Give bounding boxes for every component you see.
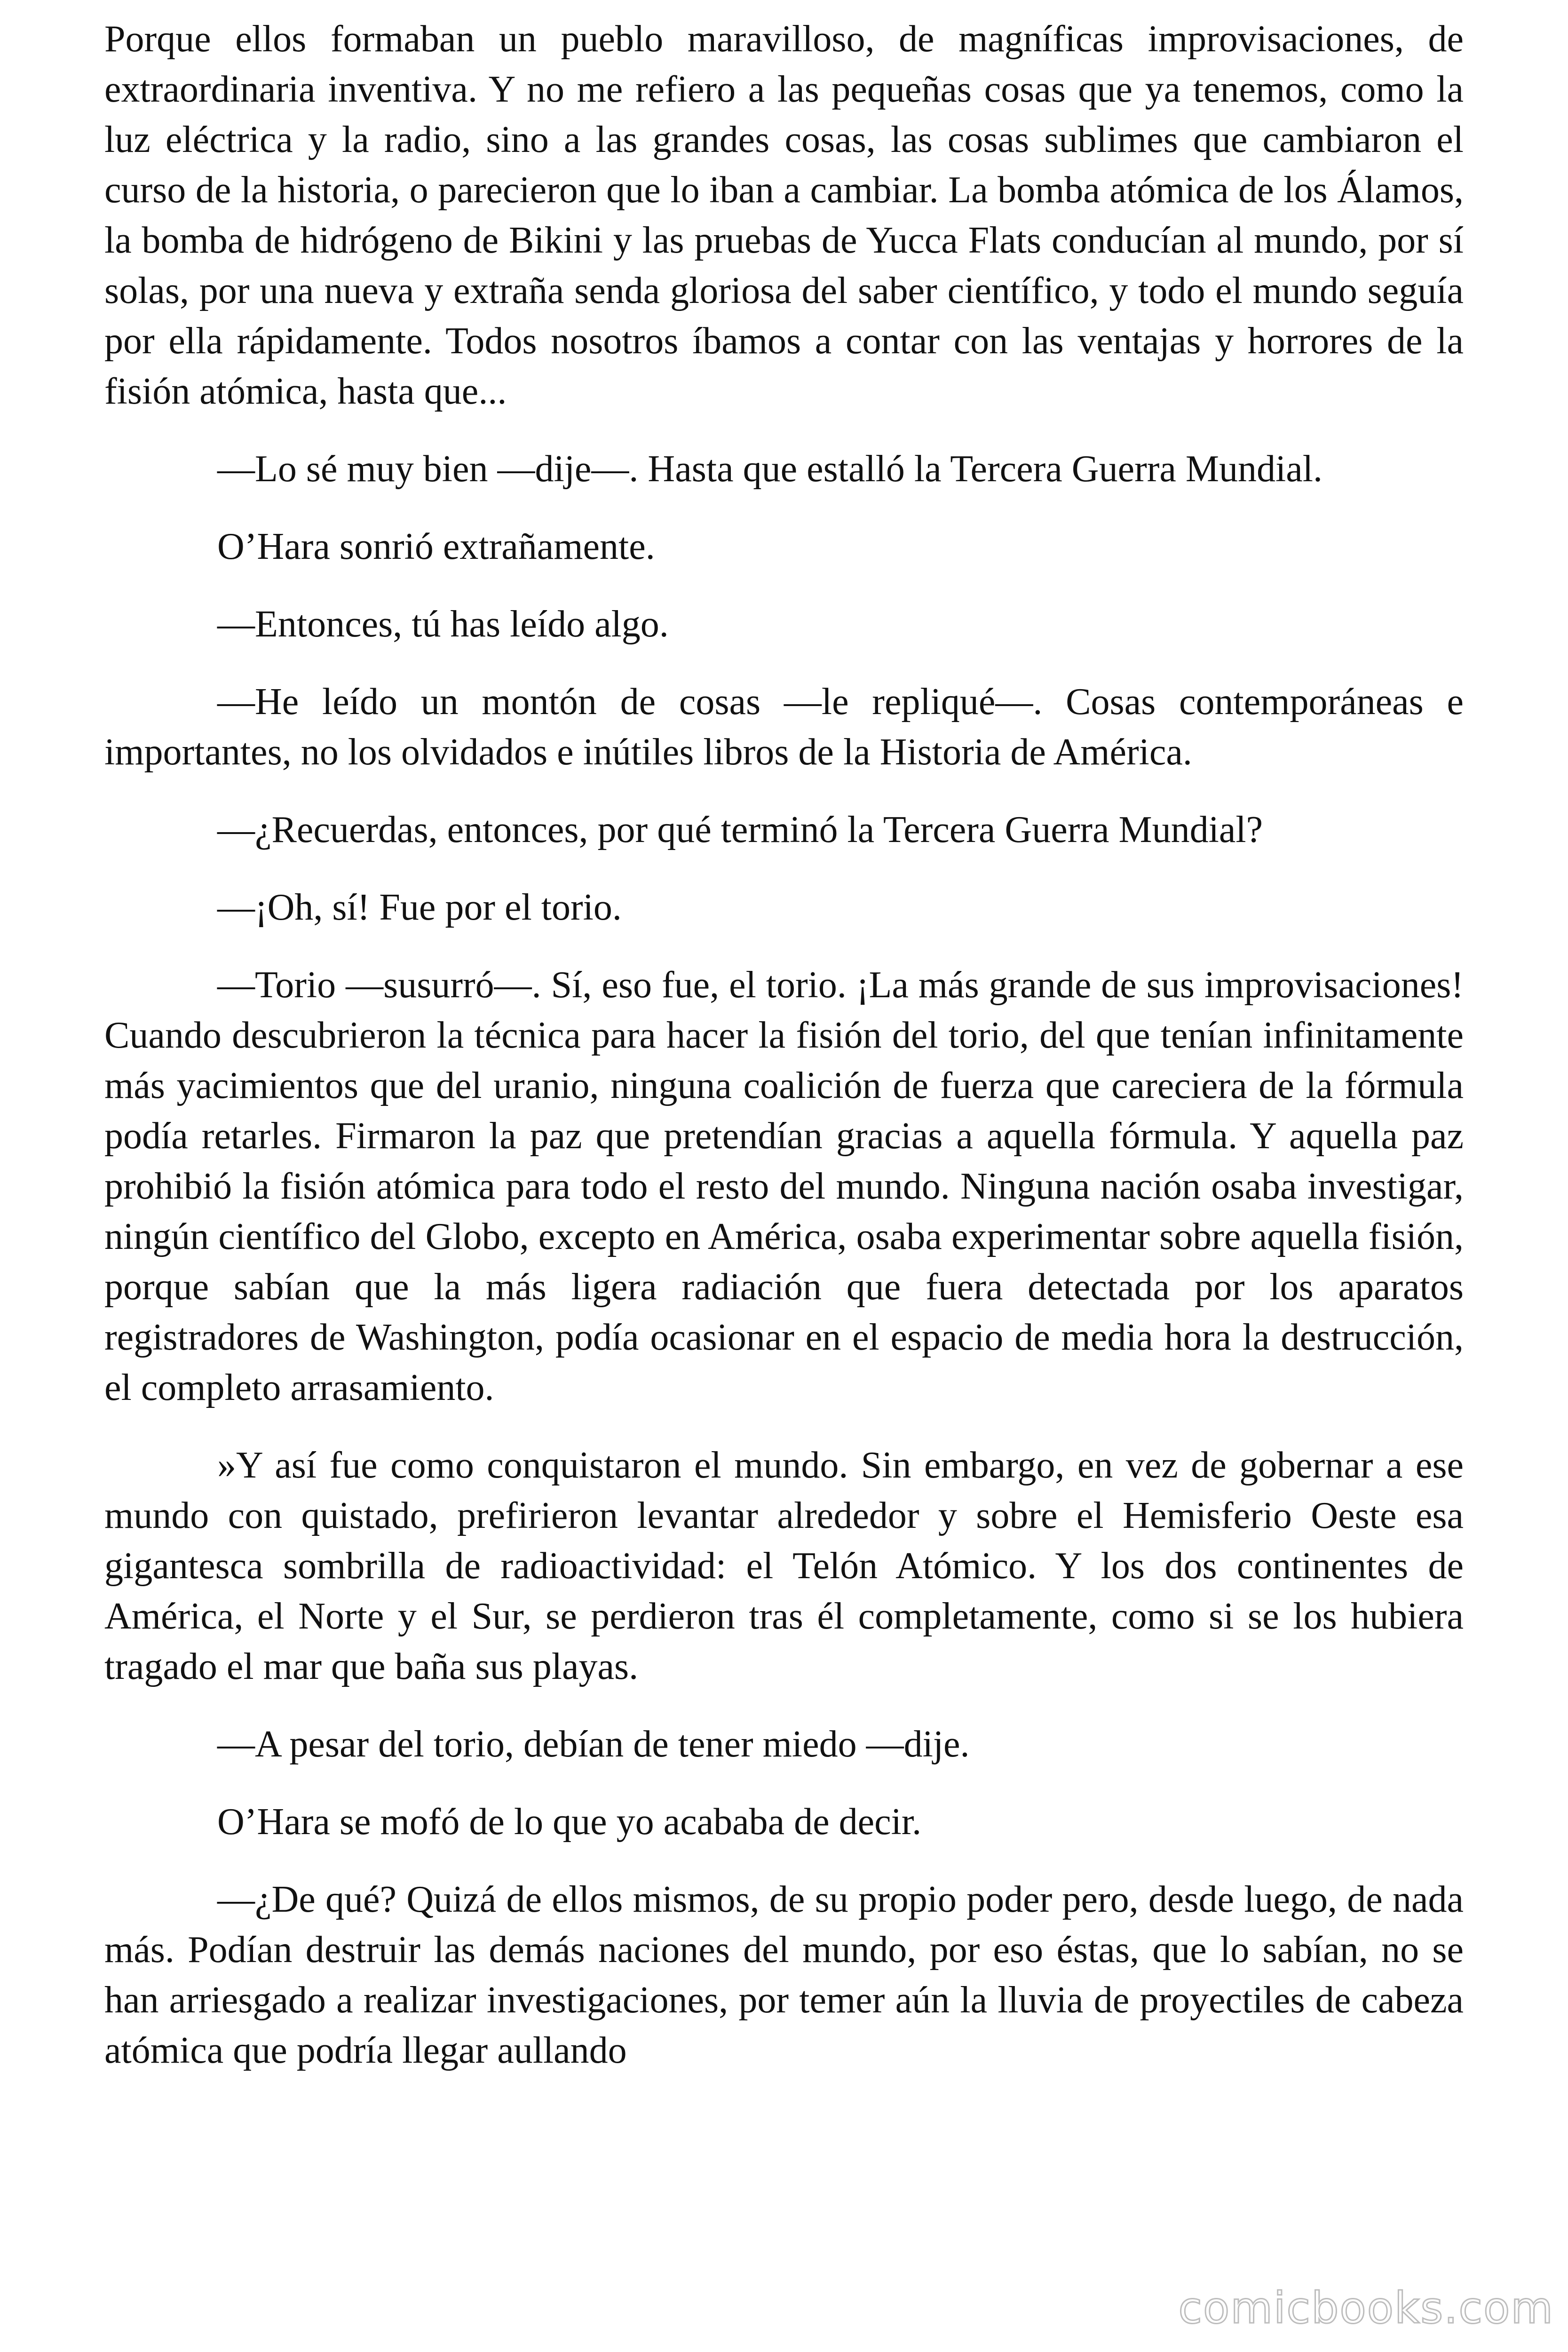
paragraph-12: —¿De qué? Quizá de ellos mismos, de su propio poder pero, desde luego, de nada más. Podían destruir las demás naciones del mundo, por eso éstas, que lo sabían, no se han arriesgado a realizar investigaciones, por temer aún la lluvia de proyectiles de cabeza atómica que podría llegar aullando [104,1879,1464,2071]
paragraph-4: —Entonces, tú has leído algo. [217,604,669,645]
paragraph-5: —He leído un montón de cosas —le repliqué—. Cosas contemporáneas e importantes, no los olvidados e inútiles libros de la Historia de América. [104,681,1464,773]
paragraph-3: O’Hara sonrió extrañamente. [217,526,655,567]
paragraph-11: O’Hara se mofó de lo que yo acababa de decir. [217,1801,922,1843]
paragraph-9: »Y así fue como conquistaron el mundo. Sin embargo, en vez de gobernar a ese mundo con quistado, prefirieron levantar alrededor y sobre el Hemisferio Oeste esa gigantesca sombrilla de radioactividad: el Telón Atómico. Y los dos continentes de América, el Norte y el Sur, se perdieron tras él completamente, como si se los hubiera tragado el mar que baña sus playas. [104,1445,1464,1687]
paragraph-7: —¡Oh, sí! Fue por el torio. [217,887,622,928]
paragraph-8: —Torio —susurró—. Sí, eso fue, el torio. ¡La más grande de sus improvisaciones! Cuando descubrieron la técnica para hacer la fisión del torio, del que tenían infinitamente más yacimientos que del uranio, ninguna coalición de fuerza que careciera de la fórmula podía retarles. Firmaron la paz que pretendían gracias a aquella fórmula. Y aquella paz prohibió la fisión atómica para todo el resto del mundo. Ninguna nación osaba investigar, ningún científico del Globo, excepto en América, osaba experimentar sobre aquella fisión, porque sabían que la más ligera radiación que fuera detectada por los aparatos registradores de Washington, podía ocasionar en el espacio de media hora la destrucción, el completo arrasamiento. [104,964,1464,1408]
paragraph-10: —A pesar del torio, debían de tener miedo —dije. [217,1724,970,1765]
watermark: comicbooks.com [1178,2283,1554,2333]
paragraph-2: —Lo sé muy bien —dije—. Hasta que estalló la Tercera Guerra Mundial. [217,448,1323,490]
document-page [104,14,1464,2103]
paragraph-6: —¿Recuerdas, entonces, por qué terminó la Tercera Guerra Mundial? [217,809,1263,850]
paragraph-1: Porque ellos formaban un pueblo maravilloso, de magníficas improvisaciones, de extraordinaria inventiva. Y no me refiero a las pequeñas cosas que ya tenemos, como la luz eléctrica y la radio, sino a las grandes cosas, las cosas sublimes que cambiaron el curso de la historia, o parecieron que lo iban a cambiar. La bomba atómica de los Álamos, la bomba de hidrógeno de Bikini y las pruebas de Yucca Flats conducían al mundo, por sí solas, por una nueva y extraña senda gloriosa del saber científico, y todo el mundo seguía por ella rápidamente. Todos nosotros íbamos a contar con las ventajas y horrores de la fisión atómica, hasta que... [104,18,1464,412]
